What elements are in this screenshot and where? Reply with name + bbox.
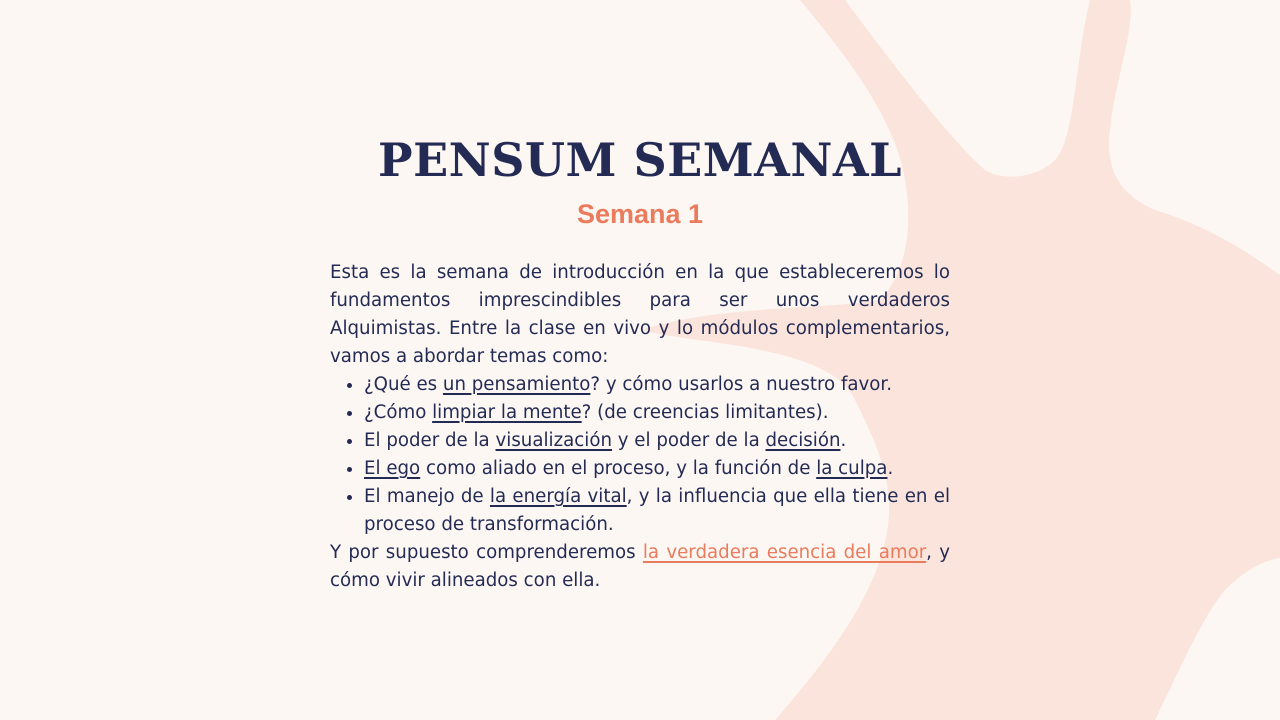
closing-text: , y cómo vivir alineados con ella.: [330, 542, 950, 591]
topic-link-ego[interactable]: El ego: [364, 458, 421, 479]
list-item-text: .: [840, 430, 847, 451]
closing-paragraph: [330, 539, 950, 595]
list-item-text: ¿Cómo: [364, 402, 433, 423]
topic-link-energia-vital[interactable]: la energía vital: [489, 486, 627, 507]
list-item-text: como aliado en el proceso, y la función de: [420, 458, 817, 479]
page-subtitle: Semana 1: [576, 199, 704, 229]
list-item-text: , y la influencia que ella tiene en el proceso de transformación.: [364, 486, 950, 535]
list-item: [364, 483, 950, 539]
list-item-text: El manejo de: [364, 486, 490, 507]
list-item-text: y el poder de la: [611, 430, 766, 451]
list-item-text: El poder de la: [364, 430, 496, 451]
topic-link-pensamiento[interactable]: un pensamiento: [442, 374, 591, 395]
list-item-text: ? y cómo usarlos a nuestro favor.: [590, 374, 892, 395]
list-item-text: ? (de creencias limitantes).: [581, 402, 829, 423]
topics-list: [330, 371, 950, 539]
list-item-text: .: [887, 458, 894, 479]
closing-text: Y por supuesto comprenderemos: [330, 542, 643, 563]
topic-link-visualizacion[interactable]: visualización: [495, 430, 612, 451]
list-item: [364, 427, 950, 455]
topic-link-culpa[interactable]: la culpa: [816, 458, 888, 479]
topic-link-decision[interactable]: decisión: [765, 430, 841, 451]
list-item: [364, 399, 950, 427]
page-title: PENSUM SEMANAL: [378, 133, 902, 187]
content-body: [330, 259, 950, 595]
amor-link[interactable]: la verdadera esencia del amor: [642, 542, 927, 563]
topic-link-limpiar-mente[interactable]: limpiar la mente: [432, 402, 582, 423]
list-item-text: ¿Qué es: [364, 374, 443, 395]
list-item: [364, 455, 950, 483]
intro-paragraph: Esta es la semana de introducción en la que estableceremos lo fundamentos imprescindibles para ser unos verdaderos Alquimistas. Entre la clase en vivo y lo módulos complementarios, vamos a abordar temas como:: [330, 262, 950, 367]
list-item: [364, 371, 950, 399]
